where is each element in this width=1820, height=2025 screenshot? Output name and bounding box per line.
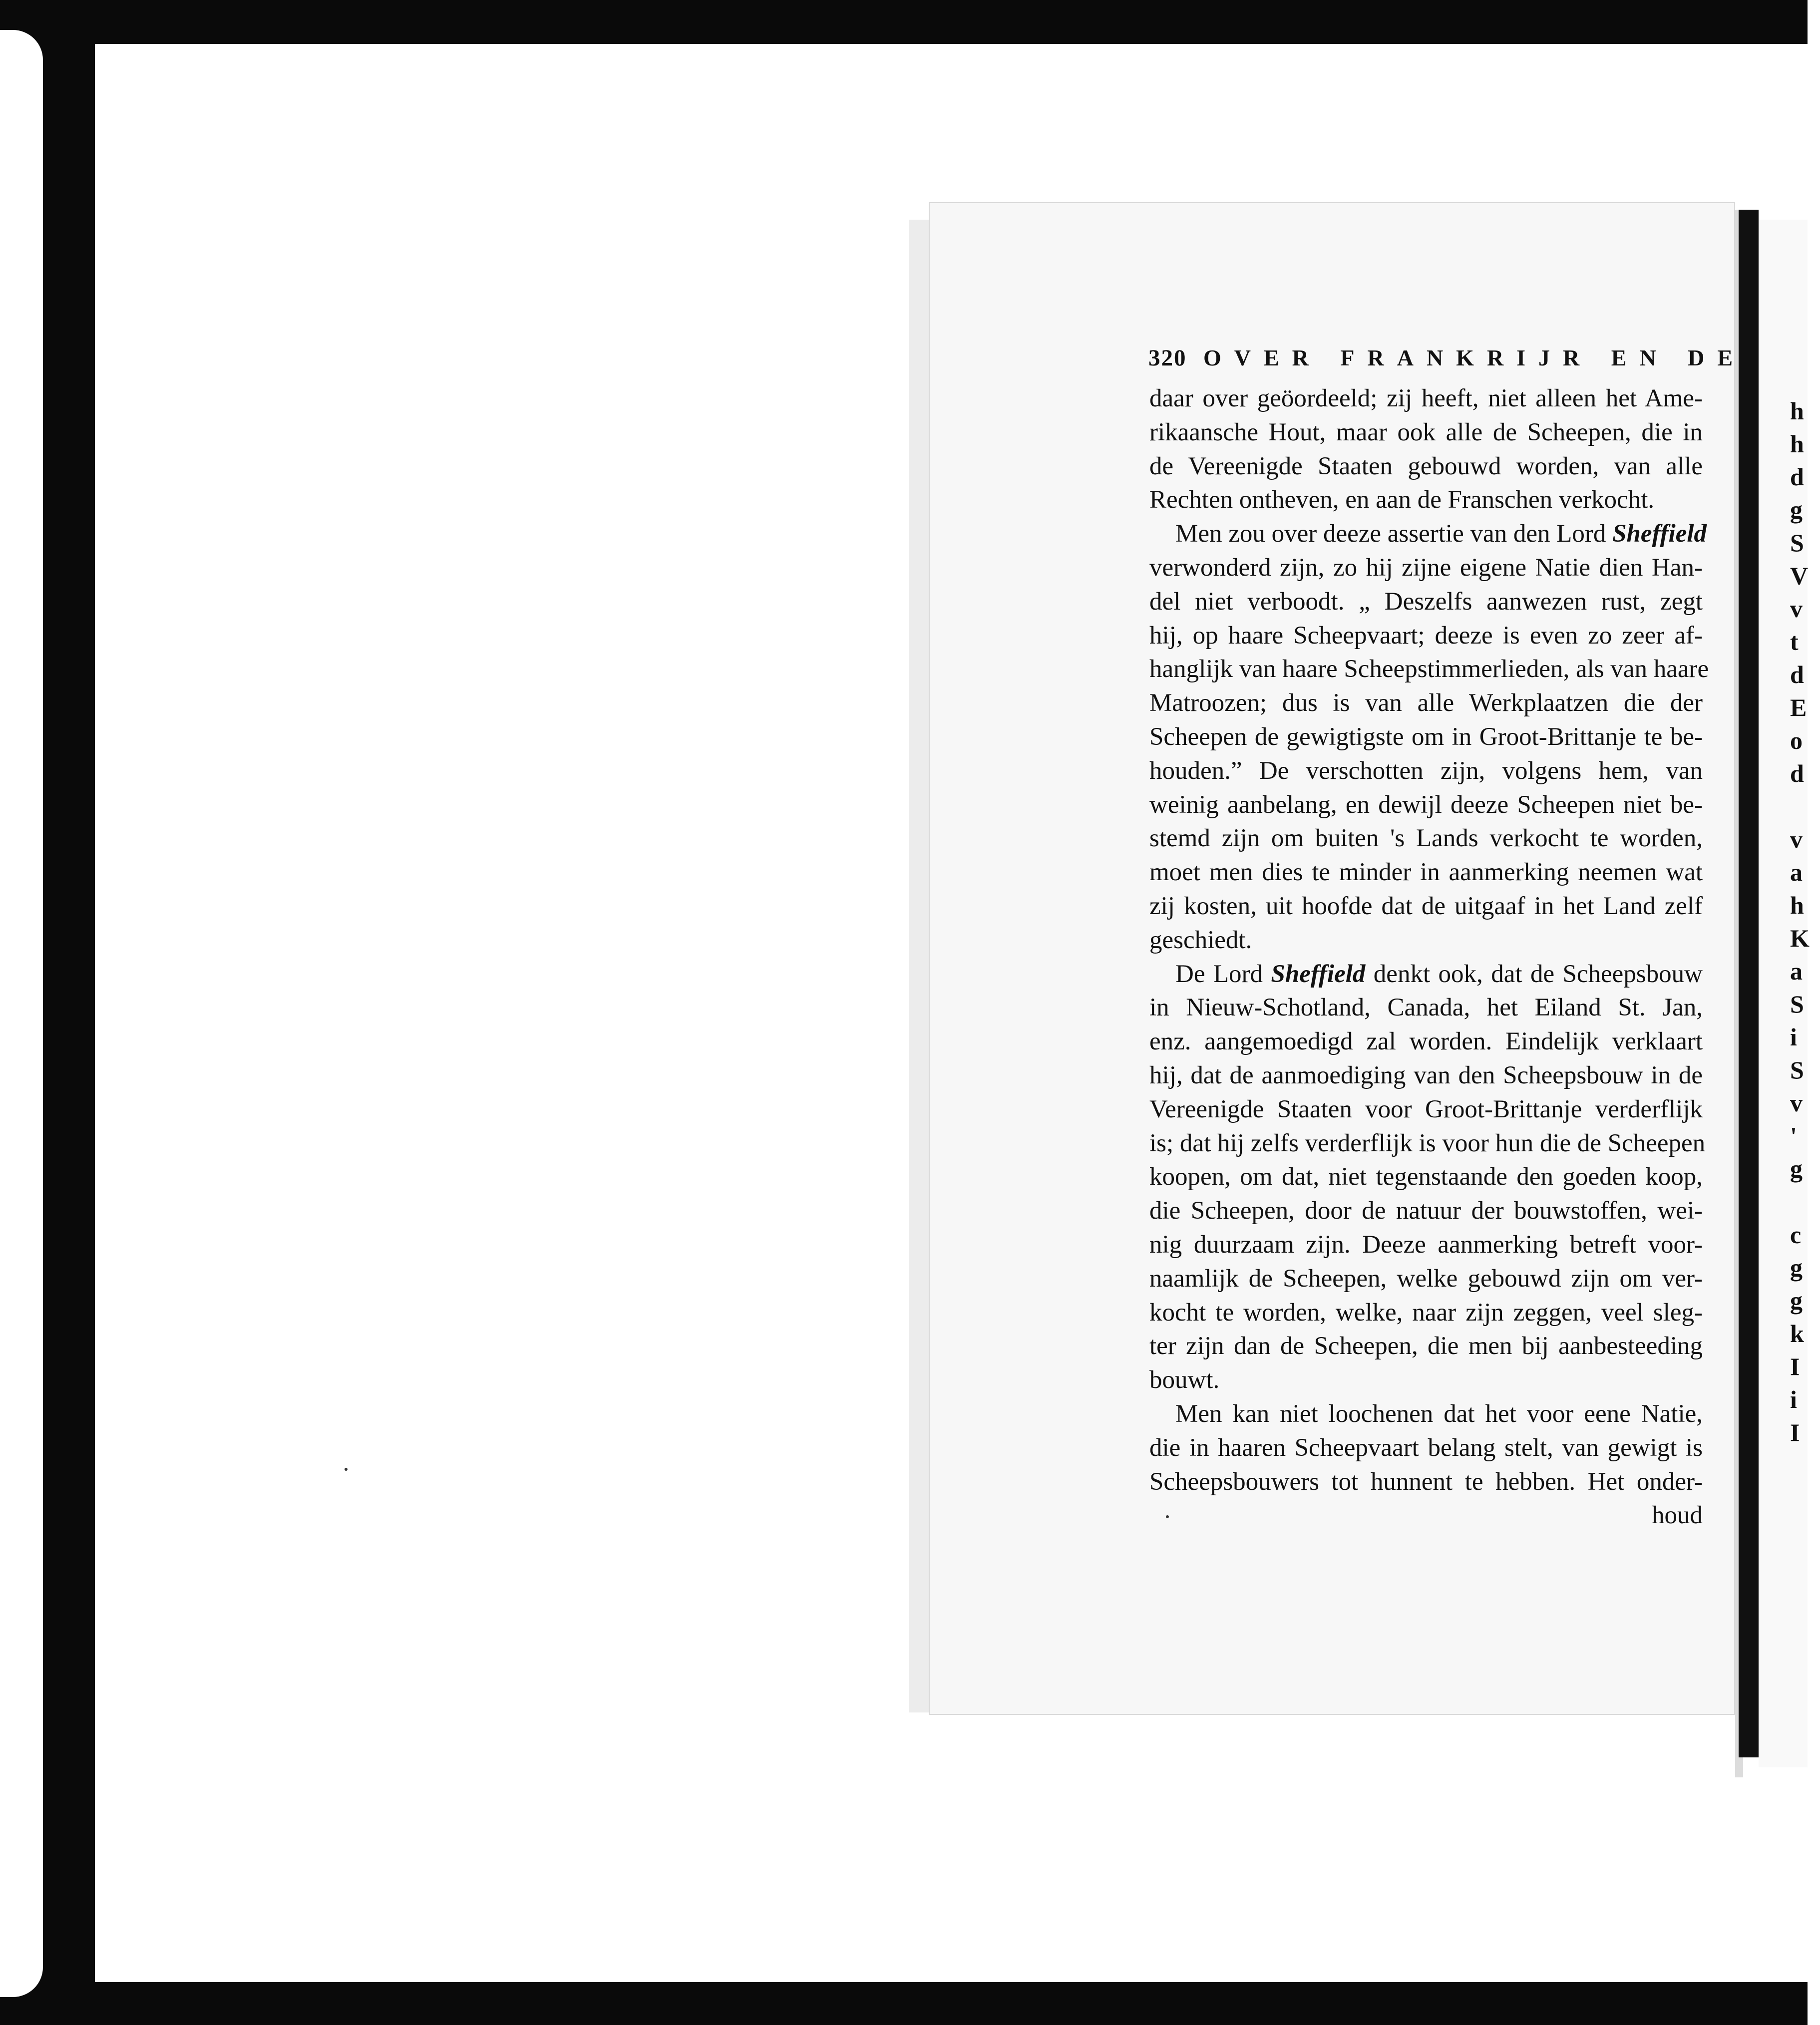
text-line: nig duurzaam zijn. Deeze aanmerking betreft voor- (1149, 1230, 1703, 1259)
text-line: kocht te worden, welke, naar zijn zeggen, veel sleg- (1149, 1298, 1703, 1327)
facing-page-letter: v (1790, 825, 1803, 853)
facing-page-letter: k (1790, 1320, 1804, 1348)
facing-page-letter: S (1790, 529, 1804, 557)
facing-page-letter: g (1790, 1155, 1803, 1183)
text-line: Scheepen de gewigtigste om in Groot-Brittanje te be- (1149, 722, 1703, 751)
text-line: ter zijn dan de Scheepen, die men bij aanbesteeding (1149, 1332, 1703, 1360)
text-line: rikaansche Hout, maar ook alle de Scheepen, die in (1149, 418, 1703, 446)
facing-page-letter: v (1790, 595, 1803, 623)
facing-page-letter: K (1790, 924, 1810, 952)
text-line: Men zou over deeze assertie van den Lord Sheffield (1175, 520, 1707, 548)
text-line: daar over geöordeeld; zij heeft, niet alleen het Ame- (1149, 384, 1703, 412)
text-line: die Scheepen, door de natuur der bouwstoffen, wei- (1149, 1197, 1703, 1225)
text-line: del niet verboodt. „ Deszelfs aanwezen rust, zegt (1149, 587, 1703, 616)
facing-page-letter: V (1790, 562, 1809, 590)
text-line: de Vereenigde Staaten gebouwd worden, van alle (1149, 452, 1703, 480)
facing-page-letter: o (1790, 726, 1803, 754)
facing-page-letter: i (1790, 1385, 1797, 1413)
text-line: geschiedt. (1149, 926, 1252, 954)
facing-page-letter: a (1790, 957, 1803, 985)
facing-page-letter: S (1790, 990, 1804, 1018)
text-line: naamlijk de Scheepen, welke gebouwd zijn om ver- (1149, 1264, 1703, 1293)
page-body (1149, 382, 1709, 1533)
paragraph (1149, 1397, 1703, 1499)
facing-page-letter: d (1790, 759, 1804, 787)
facing-page-letter: E (1790, 693, 1807, 721)
facing-page-letter: I (1790, 1418, 1800, 1446)
film-strip-edge (0, 30, 43, 1997)
facing-page-letter: I (1790, 1352, 1800, 1380)
film-frame-top (0, 0, 1808, 44)
text-line: houden.” De verschotten zijn, volgens hem, van (1149, 756, 1703, 785)
facing-page-letter: d (1790, 463, 1804, 491)
text-line: De Lord Sheffield denkt ook, dat de Scheepsbouw (1175, 960, 1703, 988)
facing-page-letter: h (1790, 397, 1804, 425)
facing-page-letter (1790, 790, 1820, 823)
text-line: enz. aangemoedigd zal worden. Eindelijk verklaart (1149, 1027, 1703, 1056)
facing-page-letter: c (1790, 1221, 1802, 1249)
facing-page-text (1790, 394, 1820, 1449)
scan-speck (345, 1468, 348, 1471)
facing-page-letter: h (1790, 430, 1804, 458)
book-spine (1739, 210, 1759, 1757)
text-line: zij kosten, uit hoofde dat de uitgaaf in het Land zelf (1149, 892, 1703, 920)
text-line: koopen, om dat, niet tegenstaande den goeden koop, (1149, 1163, 1703, 1191)
page-number: 320 (1148, 345, 1187, 371)
text-line: Matroozen; dus is van alle Werkplaatzen die der (1149, 689, 1703, 717)
catchword: houd (1652, 1501, 1703, 1530)
facing-page-letter: a (1790, 858, 1803, 886)
text-line: Vereenigde Staaten voor Groot-Brittanje verderflijk (1149, 1095, 1703, 1123)
facing-page-letter: S (1790, 1056, 1804, 1084)
text-line: die in haaren Scheepvaart belang stelt, van gewigt is (1149, 1433, 1703, 1462)
text-line: Scheepsbouwers tot hunnent te hebben. Het onder- (1149, 1467, 1703, 1496)
text-line: is; dat hij zelfs verderflijk is voor hun die de Scheepen (1149, 1129, 1706, 1157)
paragraph (1149, 958, 1706, 1397)
facing-page-letter: v (1790, 1089, 1803, 1117)
facing-page-letter: ' (1790, 1122, 1797, 1150)
text-line: bouwt. (1149, 1366, 1220, 1394)
text-line: hanglijk van haare Scheepstimmerlieden, als van haare (1149, 655, 1709, 683)
text-line: in Nieuw-Schotland, Canada, het Eiland St. Jan, (1149, 994, 1703, 1022)
text-line: Men kan niet loochenen dat het voor eene Natie, (1175, 1399, 1703, 1428)
paragraph (1149, 517, 1709, 957)
text-line: weinig aanbelang, en dewijl deeze Scheepen niet be- (1149, 790, 1703, 819)
scan-speck (1166, 1515, 1169, 1518)
facing-page-letter: g (1790, 1254, 1803, 1282)
facing-page-letter (1790, 1185, 1820, 1218)
paragraph (1149, 382, 1703, 517)
facing-page-letter: g (1790, 1287, 1803, 1315)
running-head: OVER FRANKRIJR EN DE (1203, 345, 1746, 370)
text-line: stemd zijn om buiten 's Lands verkocht te worden, (1149, 824, 1703, 853)
text-line: hij, op haare Scheepvaart; deeze is even zo zeer af- (1149, 621, 1703, 650)
film-frame-bottom (0, 1982, 1808, 2025)
facing-page-letter: d (1790, 661, 1804, 688)
text-line: hij, dat de aanmoediging van den Scheepsbouw in de (1149, 1061, 1703, 1089)
text-line: Rechten ontheven, en aan de Franschen verkocht. (1149, 486, 1655, 514)
text-line: verwonderd zijn, zo hij zijne eigene Natie dien Han- (1149, 553, 1703, 582)
facing-page-letter: i (1790, 1023, 1797, 1051)
facing-page-letter: t (1790, 628, 1799, 656)
facing-page-letter: g (1790, 496, 1803, 524)
text-line: moet men dies te minder in aanmerking neemen wat (1149, 858, 1703, 887)
facing-page-letter: h (1790, 891, 1804, 919)
